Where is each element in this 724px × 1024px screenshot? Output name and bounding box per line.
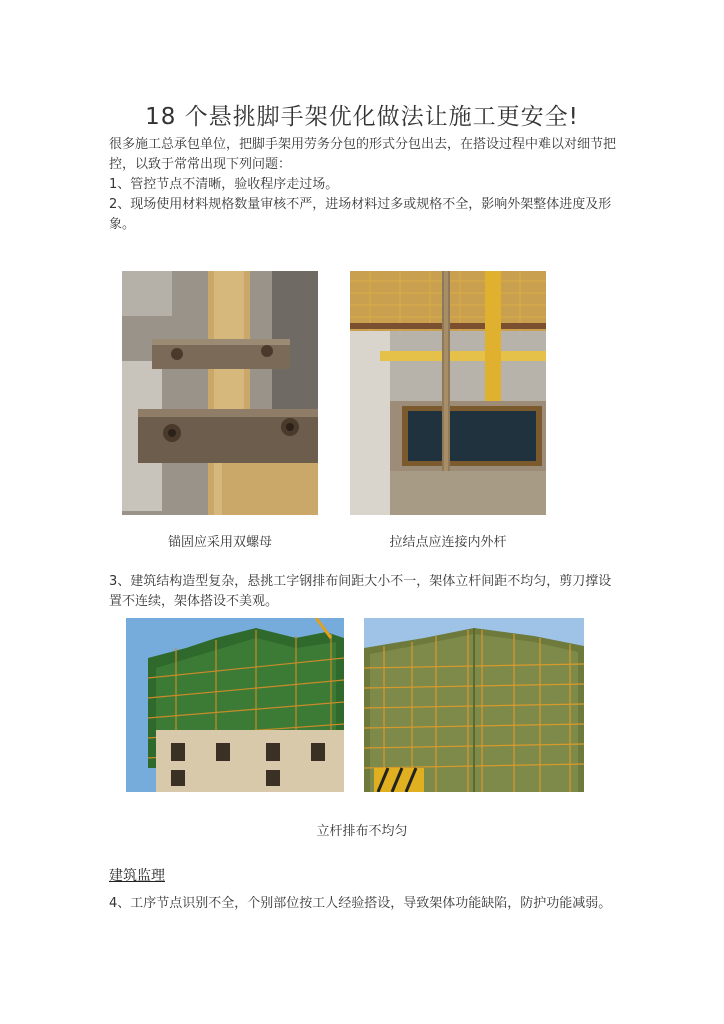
scaffold-building-photo-1 [126, 618, 344, 792]
construction-supervision-link[interactable]: 建筑监理 [109, 868, 165, 884]
article-title: 18 个悬挑脚手架优化做法让施工更安全! [145, 104, 579, 130]
tie-point-photo [350, 271, 546, 515]
tie-point-photo-caption: 拉结点应连接内外杆 [389, 535, 507, 550]
anchor-photo-caption: 锚固应采用双螺母 [167, 535, 272, 550]
point-4: 4、工序节点识别不全，个别部位按工人经验搭设，导致架体功能缺陷，防护功能减弱。 [109, 896, 612, 911]
point-2: 2、现场使用材料规格数量审核不严，进场材料过多或规格不全，影响外架整体进度及形象。 [109, 197, 612, 232]
scaffold-building-photo-2 [364, 618, 584, 792]
point-1: 1、管控节点不清晰，验收程序走过场。 [109, 177, 339, 192]
intro-paragraph: 很多施工总承包单位，把脚手架用劳务分包的形式分包出去，在搭设过程中难以对细节把控，以致于常常出现下列问题： [109, 137, 617, 172]
uneven-poles-caption: 立杆排布不均匀 [316, 824, 408, 839]
point-3: 3、建筑结构造型复杂，悬挑工字钢排布间距大小不一，架体立杆间距不均匀，剪刀撑设置不连续，架体搭设不美观。 [109, 574, 612, 609]
anchor-double-nut-photo [122, 271, 318, 515]
intro-text [109, 135, 621, 235]
